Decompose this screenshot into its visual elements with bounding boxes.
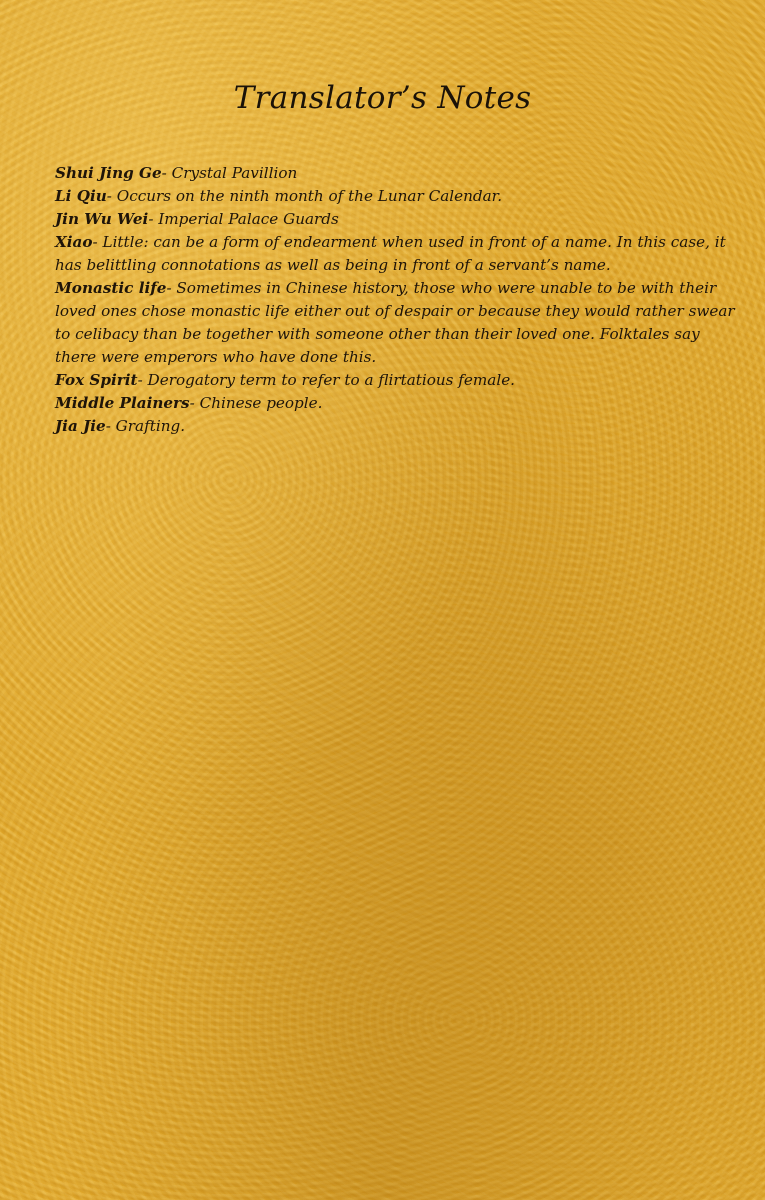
note-term: Shui Jing Ge <box>55 164 162 182</box>
note-definition: - Derogatory term to refer to a flirtatious female. <box>137 371 516 389</box>
note-term: Jin Wu Wei <box>55 210 149 228</box>
page-title: Translator’s Notes <box>233 80 532 116</box>
note-entry <box>55 231 735 277</box>
note-entry <box>55 208 735 231</box>
note-term: Li Qiu <box>55 187 107 205</box>
note-entry <box>55 277 735 369</box>
note-term: Xiao <box>55 233 93 251</box>
note-definition: - Occurs on the ninth month of the Lunar Calendar. <box>106 187 503 205</box>
note-entry <box>55 185 735 208</box>
note-definition: - Imperial Palace Guards <box>148 210 339 228</box>
note-entry <box>55 415 735 438</box>
note-definition: - Grafting. <box>105 417 186 435</box>
notes-list <box>55 162 735 438</box>
note-entry <box>55 162 735 185</box>
note-term: Middle Plainers <box>55 394 190 412</box>
note-entry <box>55 369 735 392</box>
note-definition: - Little: can be a form of endearment when used in front of a name. In this case, it has belittling connotations as well as being in front of a servant’s name. <box>55 233 726 274</box>
note-term: Monastic life <box>55 279 167 297</box>
note-term: Fox Spirit <box>55 371 138 389</box>
note-definition: - Crystal Pavillion <box>161 164 298 182</box>
note-term: Jia Jie <box>55 417 106 435</box>
note-definition: - Sometimes in Chinese history, those who were unable to be with their loved ones chose monastic life either out of despair or because they would rather swear to celibacy than be together with someone other than their loved one. Folktales say there were emperors who have done this. <box>55 279 735 366</box>
note-definition: - Chinese people. <box>189 394 323 412</box>
note-entry <box>55 392 735 415</box>
